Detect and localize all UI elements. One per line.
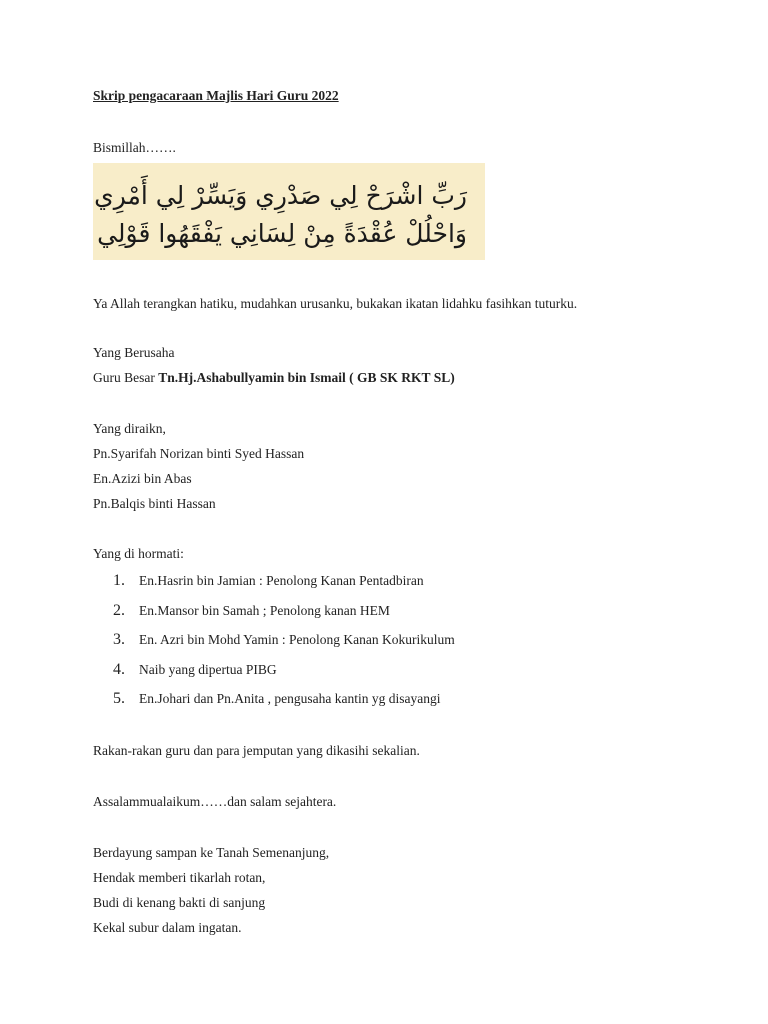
guru-besar-line (93, 370, 455, 386)
list-text: En.Johari dan Pn.Anita , pengusaha kantin yg disayangi (139, 691, 441, 706)
document-title: Skrip pengacaraan Majlis Hari Guru 2022 (93, 88, 339, 103)
diraikan-item: En.Azizi bin Abas (93, 471, 192, 486)
hormati-list-item (113, 661, 277, 679)
salam-text: Assalammualaikum……dan salam sejahtera. (93, 794, 337, 809)
hormati-heading: Yang di hormati: (93, 546, 184, 561)
list-number: 4. (113, 661, 125, 678)
list-text: En.Hasrin bin Jamian : Penolong Kanan Pentadbiran (139, 573, 424, 588)
pantun-line: Hendak memberi tikarlah rotan, (93, 870, 266, 885)
hormati-list-item (113, 572, 424, 590)
rakan-text: Rakan-rakan guru dan para jemputan yang dikasihi sekalian. (93, 743, 420, 758)
guru-besar-prefix: Guru Besar (93, 370, 159, 385)
diraikan-item: Pn.Balqis binti Hassan (93, 496, 216, 511)
hormati-list-item (113, 602, 390, 620)
guru-besar-name: Tn.Hj.Ashabullyamin bin Ismail ( GB SK RKT SL) (158, 370, 455, 385)
doa-image (93, 163, 485, 260)
list-number: 3. (113, 631, 125, 648)
list-number: 2. (113, 602, 125, 619)
doa-translation: Ya Allah terangkan hatiku, mudahkan urusanku, bukakan ikatan lidahku fasihkan tuturku. (93, 296, 578, 311)
hormati-list-item (113, 690, 440, 708)
pantun-line: Berdayung sampan ke Tanah Semenanjung, (93, 845, 330, 860)
berusaha-heading: Yang Berusaha (93, 345, 175, 360)
list-text: Naib yang dipertua PIBG (139, 662, 277, 677)
list-text: En. Azri bin Mohd Yamin : Penolong Kanan Kokurikulum (139, 632, 455, 647)
list-number: 1. (113, 572, 125, 589)
doa-line-2: وَاحْلُلْ عُقْدَةً مِنْ لِسَانِي يَفْقَهُوا قَوْلِي (97, 219, 467, 248)
pantun-line: Budi di kenang bakti di sanjung (93, 895, 266, 910)
doa-line-1: رَبِّ اشْرَحْ لِي صَدْرِي وَيَسِّرْ لِي أَمْرِي (94, 181, 467, 210)
diraikan-heading: Yang diraikn, (93, 421, 166, 436)
list-text: En.Mansor bin Samah ; Penolong kanan HEM (139, 603, 390, 618)
bismillah-text: Bismillah……. (93, 140, 176, 155)
hormati-list-item (113, 631, 455, 649)
list-number: 5. (113, 690, 125, 707)
pantun-line: Kekal subur dalam ingatan. (93, 920, 242, 935)
diraikan-item: Pn.Syarifah Norizan binti Syed Hassan (93, 446, 305, 461)
